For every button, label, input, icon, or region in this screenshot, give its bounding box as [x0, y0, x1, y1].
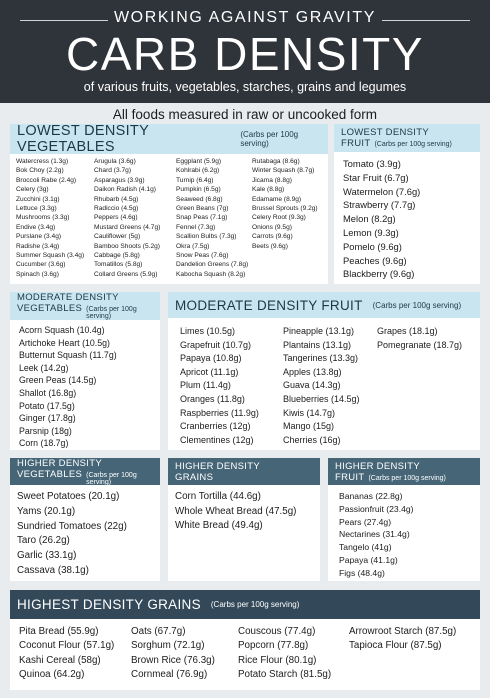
- food-item: Potato Starch (81.5g): [238, 669, 332, 681]
- panel-title: HIGHEST DENSITY GRAINS: [17, 597, 201, 612]
- item-column: [131, 625, 238, 683]
- food-item: Sorghum (72.1g): [131, 640, 205, 652]
- food-item: Lettuce (3.3g): [16, 205, 57, 213]
- panel-lowest-fruit: [334, 124, 480, 284]
- panel-title: MODERATE DENSITY FRUIT: [175, 297, 363, 313]
- item-columns: [16, 157, 330, 279]
- panel-title-bar: [10, 124, 328, 154]
- food-item: Cabbage (5.8g): [94, 252, 140, 260]
- food-item: Peaches (9.6g): [343, 254, 407, 266]
- food-item: Quinoa (64.2g): [19, 669, 85, 681]
- food-item: Daikon Radish (4.1g): [94, 186, 156, 194]
- food-item: Lemon (9.3g): [343, 226, 399, 238]
- food-item: Brown Rice (76.3g): [131, 654, 215, 666]
- item-column: [238, 625, 349, 683]
- panel-title: LOWEST DENSITY VEGETABLES: [17, 123, 149, 155]
- food-item: Zucchini (3.1g): [16, 195, 60, 203]
- food-item: Plum (11.4g): [180, 380, 231, 391]
- food-item: Strawberry (7.7g): [343, 199, 416, 211]
- food-item: Sweet Potatoes (20.1g): [17, 491, 120, 502]
- item-column: [176, 157, 252, 279]
- panel-title-line2: GRAINS: [175, 471, 214, 483]
- food-item: Mango (15g): [283, 421, 335, 432]
- food-item: Chard (3.7g): [94, 167, 132, 175]
- food-item: Plantains (13.1g): [283, 339, 352, 350]
- food-item: Collard Greens (5.9g): [94, 270, 158, 278]
- food-item: Taro (26.2g): [17, 535, 70, 547]
- food-item: Oranges (11.8g): [180, 393, 245, 404]
- food-item: Arugula (3.6g): [94, 158, 136, 165]
- food-item: Tomato (3.9g): [343, 158, 401, 169]
- item-column: [94, 157, 176, 279]
- food-item: Pomegranate (18.7g): [377, 339, 463, 350]
- food-item: Limes (10.5g): [180, 326, 236, 336]
- food-item: Sundried Tomatoes (22g): [17, 520, 127, 532]
- food-item: Fennel (7.3g): [176, 223, 216, 231]
- header-supertitle: WORKING AGAINST GRAVITY: [113, 9, 377, 26]
- panel-title-bar: [334, 124, 480, 152]
- food-item: Turnip (6.4g): [176, 176, 214, 184]
- item-column: [175, 490, 296, 534]
- food-item: Leek (14.2g): [19, 362, 69, 373]
- food-item: Scallion Bulbs (7.3g): [176, 233, 237, 241]
- food-item: Snap Peas (7.1g): [176, 214, 228, 222]
- food-item: Tangerines (13.3g): [283, 353, 359, 364]
- food-item: Figs (48.4g): [339, 567, 385, 578]
- food-item: Brussel Sprouts (9.2g): [252, 205, 318, 213]
- item-columns: [19, 625, 456, 683]
- food-item: Apples (13.8g): [283, 366, 342, 377]
- food-item: Pears (27.4g): [339, 516, 392, 527]
- food-item: Garlic (33.1g): [17, 550, 77, 562]
- panel-lowest-vegetables: [10, 124, 328, 284]
- food-item: Pomelo (9.6g): [343, 240, 402, 252]
- food-item: Cucumber (3.6g): [16, 261, 66, 269]
- food-item: Bamboo Shoots (5.2g): [94, 242, 160, 250]
- food-item: Clementines (12g): [180, 434, 254, 445]
- food-item: Popcorn (77.8g): [238, 640, 309, 652]
- serving-note: (Carbs per 100g serving): [368, 474, 446, 482]
- food-item: Butternut Squash (11.7g): [19, 350, 117, 361]
- panel-highest-grains: [10, 590, 480, 690]
- food-item: Mustard Greens (4.7g): [94, 223, 161, 231]
- panel-higher-grains: [168, 458, 320, 581]
- food-item: Cauliflower (5g): [94, 233, 141, 241]
- food-item: Kiwis (14.7g): [283, 407, 336, 418]
- food-item: Oats (67.7g): [131, 626, 186, 637]
- food-item: Seaweed (6.8g): [176, 195, 223, 203]
- food-item: Pumpkin (6.5g): [176, 186, 221, 194]
- food-item: Cherries (16g): [283, 434, 341, 445]
- food-item: Cranberries (12g): [180, 421, 251, 432]
- food-item: White Bread (49.4g): [175, 520, 263, 532]
- panel-title-bar: [168, 458, 320, 485]
- food-item: Yams (20.1g): [17, 505, 76, 517]
- food-item: Potato (17.5g): [19, 400, 75, 411]
- food-item: Rutabaga (8.6g): [252, 158, 300, 165]
- item-columns: [339, 490, 414, 580]
- food-item: Bananas (22.8g): [339, 491, 403, 501]
- food-item: Edamame (8.9g): [252, 195, 302, 203]
- food-item: Beets (9.6g): [252, 242, 288, 250]
- food-item: Cornmeal (76.9g): [131, 669, 208, 681]
- food-item: Okra (7.5g): [176, 242, 210, 250]
- food-item: Watercress (1.3g): [16, 158, 69, 165]
- food-item: Artichoke Heart (10.5g): [19, 337, 110, 348]
- panel-title-bar: [10, 292, 160, 320]
- food-item: Dandelion Greens (7.8g): [176, 261, 249, 269]
- food-item: Cassava (38.1g): [17, 564, 89, 576]
- item-columns: [17, 490, 127, 579]
- food-item: Shallot (16.8g): [19, 387, 77, 398]
- panel-title-line2: FRUIT: [341, 138, 371, 149]
- food-item: Watermelon (7.6g): [343, 185, 421, 197]
- food-item: Passionfruit (23.4g): [339, 503, 414, 514]
- food-item: Purslane (3.4g): [16, 233, 62, 241]
- item-column: [377, 325, 462, 447]
- food-item: Endive (3.4g): [16, 223, 56, 231]
- food-item: Spinach (3.6g): [16, 270, 59, 278]
- page-title: CARB DENSITY: [66, 28, 424, 80]
- food-item: Grapefruit (10.7g): [180, 339, 252, 350]
- serving-note: (Carbs per 100g serving): [372, 300, 462, 310]
- food-item: Celery Root (9.3g): [252, 214, 306, 222]
- food-item: Pineapple (13.1g): [283, 326, 355, 336]
- food-item: Kohlrabi (6.2g): [176, 167, 220, 175]
- food-item: Rice Flour (80.1g): [238, 654, 317, 666]
- item-column: [19, 625, 131, 683]
- panel-title-bar: [168, 292, 480, 318]
- food-item: Guava (14.3g): [283, 380, 341, 391]
- food-item: Snow Peas (7.6g): [176, 252, 229, 260]
- food-item: Kabocha Squash (8.2g): [176, 270, 246, 278]
- panel-title-bar: [328, 458, 480, 485]
- item-column: [17, 490, 127, 579]
- serving-note: (Carbs per 100g serving): [374, 141, 452, 148]
- food-item: Arrowroot Starch (87.5g): [349, 626, 457, 637]
- header-subtitle: of various fruits, vegetables, starches, grains and legumes: [83, 80, 407, 94]
- food-item: Kale (8.8g): [252, 186, 285, 194]
- panel-higher-fruit: [328, 458, 480, 581]
- food-item: Peppers (4.6g): [94, 214, 138, 222]
- food-item: Blackberry (9.6g): [343, 268, 415, 280]
- serving-note: (Carbs per 100g serving): [86, 471, 137, 486]
- item-columns: [180, 325, 462, 447]
- food-item: Star Fruit (6.7g): [343, 171, 409, 183]
- item-column: [19, 324, 117, 450]
- panel-title-line2: VEGETABLES: [17, 468, 83, 480]
- food-item: Ginger (17.8g): [19, 413, 76, 424]
- food-item: Grapes (18.1g): [377, 326, 438, 336]
- food-item: Papaya (41.1g): [339, 554, 398, 565]
- food-item: Rhubarb (4.5g): [94, 195, 139, 203]
- panel-moderate-fruit: [168, 292, 480, 450]
- panel-higher-vegetables: [10, 458, 160, 581]
- header-banner: [0, 0, 490, 103]
- food-item: Radiccio (4.5g): [94, 205, 139, 213]
- food-item: Celery (3g): [16, 186, 49, 194]
- food-item: Tapioca Flour (87.5g): [349, 640, 442, 652]
- food-item: Raspberries (11.9g): [180, 407, 259, 418]
- food-item: Green Peas (14.5g): [19, 375, 97, 386]
- food-item: Winter Squash (8.7g): [252, 167, 315, 175]
- item-column: [349, 625, 456, 683]
- food-item: Bok Choy (2.2g): [16, 167, 64, 175]
- item-column: [283, 325, 377, 447]
- panel-title-line1: HIGHER DENSITY: [17, 457, 102, 469]
- food-item: Eggplant (5.9g): [176, 158, 222, 165]
- panel-title-line1: MODERATE DENSITY: [17, 292, 119, 303]
- item-column: [252, 157, 330, 279]
- food-item: Carrots (9.6g): [252, 233, 293, 241]
- panel-title-line1: HIGHER DENSITY: [335, 460, 420, 472]
- food-item: Mushrooms (3.3g): [16, 214, 70, 222]
- serving-note: (Carbs per 100g serving): [86, 306, 137, 320]
- food-item: Asparagus (3.9g): [94, 176, 145, 184]
- food-item: Tangelo (41g): [339, 542, 392, 553]
- food-item: Couscous (77.4g): [238, 626, 316, 637]
- food-item: Acorn Squash (10.4g): [19, 325, 105, 335]
- food-item: Kashi Cereal (58g): [19, 654, 101, 666]
- serving-note: (Carbs per 100g serving): [210, 600, 300, 609]
- food-item: Coconut Flour (57.1g): [19, 640, 115, 652]
- panel-title-line2: FRUIT: [335, 471, 365, 483]
- food-item: Papaya (10.8g): [180, 353, 242, 364]
- food-item: Melon (8.2g): [343, 213, 396, 225]
- food-item: Summer Squash (3.4g): [16, 252, 85, 260]
- item-column: [339, 490, 414, 580]
- food-item: Onions (9.5g): [252, 223, 292, 231]
- item-columns: [175, 490, 296, 534]
- food-item: Radishe (3.4g): [16, 242, 60, 250]
- food-item: Apricot (11.1g): [180, 366, 239, 377]
- item-column: [16, 157, 94, 279]
- food-item: Whole Wheat Bread (47.5g): [175, 505, 297, 517]
- panel-title-line1: HIGHER DENSITY: [175, 460, 260, 472]
- item-columns: [343, 157, 420, 281]
- food-item: Jicama (8.8g): [252, 176, 292, 184]
- item-columns: [19, 324, 117, 450]
- panel-title-line2: VEGETABLES: [17, 303, 83, 314]
- food-item: Parsnip (18g): [19, 425, 72, 436]
- item-column: [180, 325, 283, 447]
- intro-text: All foods measured in raw or uncooked form: [112, 107, 378, 122]
- food-item: Nectarines (31.4g): [339, 529, 410, 540]
- panel-title-bar: [10, 458, 160, 485]
- food-item: Pita Bread (55.9g): [19, 626, 99, 637]
- food-item: Green Beans (7g): [176, 205, 229, 213]
- panel-title-line1: LOWEST DENSITY: [341, 127, 429, 138]
- food-item: Tomatillos (5.8g): [94, 261, 143, 269]
- food-item: Blueberries (14.5g): [283, 393, 360, 404]
- panel-moderate-vegetables: [10, 292, 160, 450]
- panel-title-bar: [10, 590, 480, 619]
- serving-note: (Carbs per 100g serving): [240, 130, 299, 148]
- item-column: [343, 157, 420, 281]
- food-item: Corn Tortilla (44.6g): [175, 491, 261, 502]
- food-item: Broccoli Rabe (2.4g): [16, 176, 77, 184]
- food-item: Corn (18.7g): [19, 438, 69, 449]
